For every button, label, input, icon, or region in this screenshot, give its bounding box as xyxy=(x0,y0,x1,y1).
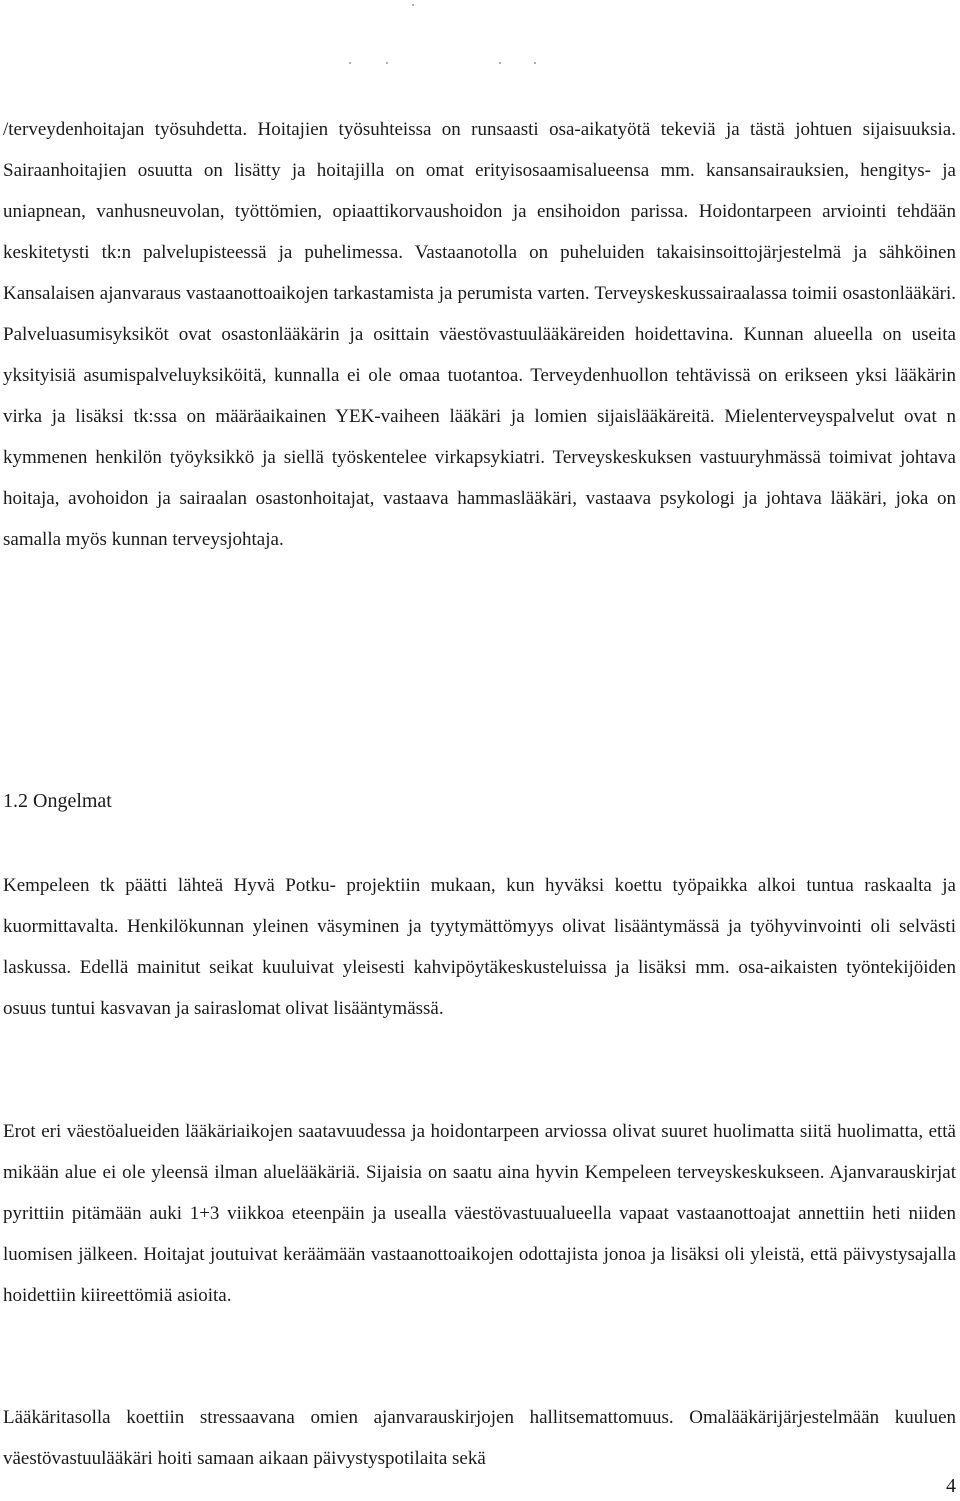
document-page xyxy=(3,0,956,1501)
body-paragraph: Lääkäritasolla koettiin stressaavana omien ajanvarauskirjojen hallitsemattomuus. Omalääkärijärjestelmään kuuluen väestövastuulääkäri hoiti samaan aikaan päivystyspotilaita sekä xyxy=(3,1407,956,1469)
body-paragraph: Kempeleen tk päätti lähteä Hyvä Potku- projektiin mukaan, kun hyväksi koettu työpaikka alkoi tuntua raskaalta ja kuormittavalta. Henkilökunnan yleinen väsyminen ja tyytymättömyys olivat lisääntymässä ja työhyvinvointi oli selvästi laskussa. Edellä mainitut seikat kuuluivat yleisesti kahvipöytäkeskusteluissa ja lisäksi mm. osa-aikaisten työntekijöiden osuus tuntui kasvavan ja sairaslomat olivat lisääntymässä. xyxy=(3,875,956,1019)
body-paragraph: /terveydenhoitajan työsuhdetta. Hoitajien työsuhteissa on runsaasti osa-aikatyötä tekeviä ja tästä johtuen sijaisuuksia. Sairaanhoitajien osuutta on lisätty ja hoitajilla on omat erityisosaamisalueensa mm. kansansairauksien, hengitys- ja uniapnean, vanhusneuvolan, työttömien, opiaattikorvaushoidon ja ensihoidon parissa. Hoidontarpeen arviointi tehdään keskitetysti tk:n palvelupisteessä ja puhelimessa. Vastaanotolla on puheluiden takaisinsoittojärjestelmä ja sähköinen Kansalaisen ajanvaraus vastaanottoaikojen tarkastamista ja perumista varten. Terveyskeskussairaalassa toimii osastonlääkäri. Palveluasumisyksiköt ovat osastonlääkärin ja osittain väestövastuulääkäreiden hoidettavina. Kunnan alueella on useita yksityisiä asumispalveluyksiköitä, kunnalla ei ole omaa tuotantoa. Terveydenhuollon tehtävissä on erikseen yksi lääkärin virka ja lisäksi tk:ssa on määräaikainen YEK-vaiheen lääkäri ja lomien sijaislääkäreitä. Mielenterveyspalvelut ovat n kymmenen henkilön työyksikkö ja siellä työskentelee virkapsykiatri. Terveyskeskuksen vastuuryhmässä toimivat johtava hoitaja, avohoidon ja sairaalan osastonhoitajat, vastaava hammaslääkäri, vastaava psykologi ja johtava lääkäri, joka on samalla myös kunnan terveysjohtaja. xyxy=(3,119,956,550)
body-paragraph: Erot eri väestöalueiden lääkäriaikojen saatavuudessa ja hoidontarpeen arviossa olivat suuret huolimatta siitä huolimatta, että mikään alue ei ole yleensä ilman aluelääkäriä. Sijaisia on saatu aina hyvin Kempeleen terveyskeskukseen. Ajanvarauskirjat pyrittiin pitämään auki 1+3 viikkoa eteenpäin ja usealla väestövastuualueella vapaat vastaanottoajat annettiin heti niiden luomisen jälkeen. Hoitajat joutuivat keräämään vastaanottoaikojen odottajista jonoa ja lisäksi oli yleistä, että päivystysajalla hoidettiin kiireettömiä asioita. xyxy=(3,1121,956,1306)
page-number: 4 xyxy=(946,1475,956,1497)
section-heading: 1.2 Ongelmat xyxy=(3,790,112,812)
